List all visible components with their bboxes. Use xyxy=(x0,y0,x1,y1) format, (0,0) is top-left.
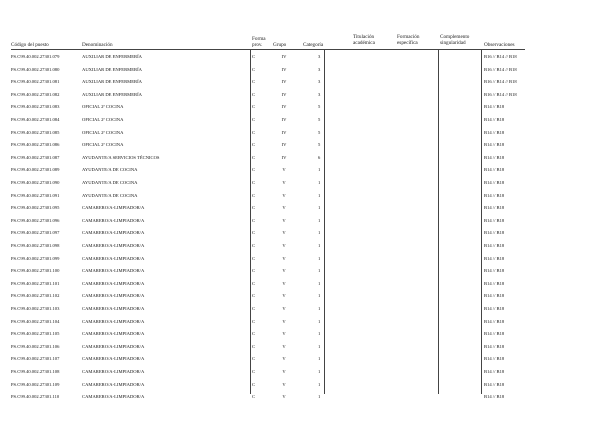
cell-grupo: V xyxy=(282,230,286,236)
header-categoria: Categoría xyxy=(303,42,324,48)
cell-codigo: PS.C99.40.002.27301.085 xyxy=(11,129,60,135)
cell-denominacion: CAMARERO/A-LIMPIADOR/A xyxy=(82,268,145,274)
cell-observaciones: B14 // B18 xyxy=(484,255,505,261)
header-formacion-line2: específica xyxy=(397,40,418,46)
cell-observaciones: B14 // B18 xyxy=(484,293,505,299)
cell-denominacion: CAMARERO/A-LIMPIADOR/A xyxy=(82,217,145,223)
cell-categoria: 5 xyxy=(318,104,321,110)
table-row xyxy=(0,139,615,152)
cell-forma: C xyxy=(252,91,256,97)
header-forma-line2: prov. xyxy=(252,42,263,48)
header-complemento-line1: Complemento xyxy=(440,34,470,40)
table-row xyxy=(0,366,615,379)
cell-codigo: PS.C99.40.002.27301.107 xyxy=(11,356,60,362)
cell-observaciones: B14 // B18 xyxy=(484,394,505,400)
cell-forma: C xyxy=(252,104,256,110)
cell-denominacion: CAMARERO/A-LIMPIADOR/A xyxy=(82,318,145,324)
cell-denominacion: CAMARERO/A-LIMPIADOR/A xyxy=(82,306,145,311)
cell-observaciones: B16 // B14 // B18 xyxy=(484,54,517,59)
cell-categoria: 1 xyxy=(318,205,321,211)
cell-categoria: 1 xyxy=(318,394,321,400)
cell-codigo: PS.C99.40.002.27301.089 xyxy=(11,167,60,173)
cell-grupo: IV xyxy=(281,66,287,72)
cell-categoria: 1 xyxy=(318,230,321,236)
cell-grupo: V xyxy=(282,180,286,185)
cell-codigo: PS.C99.40.002.27301.102 xyxy=(11,293,60,299)
cell-grupo: IV xyxy=(281,129,287,135)
cell-codigo: PS.C99.40.002.27301.105 xyxy=(11,331,60,337)
cell-denominacion: CAMARERO/A-LIMPIADOR/A xyxy=(82,343,145,349)
cell-codigo: PS.C99.40.002.27301.108 xyxy=(11,369,60,374)
cell-codigo: PS.C99.40.002.27301.104 xyxy=(11,318,60,324)
header-observaciones: Observaciones xyxy=(484,42,515,48)
cell-forma: C xyxy=(252,306,256,311)
cell-grupo: IV xyxy=(281,79,287,85)
cell-grupo: V xyxy=(282,318,286,324)
cell-forma: C xyxy=(252,217,256,223)
cell-codigo: PS.C99.40.002.27301.081 xyxy=(11,79,60,85)
cell-categoria: 3 xyxy=(318,91,321,97)
cell-denominacion: AYUDANTE/A DE COCINA xyxy=(82,192,138,198)
header-rule xyxy=(11,49,525,50)
cell-observaciones: B14 // B18 xyxy=(484,180,505,185)
cell-observaciones: B14 // B18 xyxy=(484,343,505,349)
cell-forma: C xyxy=(252,293,256,299)
table-row xyxy=(0,353,615,366)
cell-observaciones: B14 // B18 xyxy=(484,104,505,110)
cell-codigo: PS.C99.40.002.27301.087 xyxy=(11,154,60,160)
cell-denominacion: OFICIAL 2ª COCINA xyxy=(82,129,124,135)
cell-observaciones: B14 // B18 xyxy=(484,167,505,173)
cell-denominacion: AUXILIAR DE ENFERMERÍA xyxy=(82,54,142,59)
cell-grupo: V xyxy=(282,369,286,374)
cell-grupo: V xyxy=(282,192,286,198)
cell-denominacion: CAMARERO/A-LIMPIADOR/A xyxy=(82,255,145,261)
table-row xyxy=(0,341,615,354)
cell-denominacion: CAMARERO/A-LIMPIADOR/A xyxy=(82,293,145,299)
cell-forma: C xyxy=(252,230,256,236)
cell-forma: C xyxy=(252,154,256,160)
cell-grupo: V xyxy=(282,331,286,337)
cell-denominacion: OFICIAL 2ª COCINA xyxy=(82,117,124,122)
header-denominacion: Denominación xyxy=(82,42,113,48)
cell-grupo: IV xyxy=(281,54,287,59)
cell-codigo: PS.C99.40.002.27301.091 xyxy=(11,192,60,198)
cell-observaciones: B16 // B14 // B18 xyxy=(484,91,517,97)
cell-categoria: 1 xyxy=(318,243,321,248)
cell-observaciones: B14 // B18 xyxy=(484,129,505,135)
cell-grupo: IV xyxy=(281,117,287,122)
cell-codigo: PS.C99.40.002.27301.086 xyxy=(11,142,60,148)
cell-grupo: V xyxy=(282,268,286,274)
cell-forma: C xyxy=(252,369,256,374)
cell-denominacion: CAMARERO/A-LIMPIADOR/A xyxy=(82,369,145,374)
cell-denominacion: CAMARERO/A-LIMPIADOR/A xyxy=(82,381,145,387)
cell-observaciones: B14 // B18 xyxy=(484,306,505,311)
cell-codigo: PS.C99.40.002.27301.103 xyxy=(11,306,60,311)
cell-denominacion: AUXILIAR DE ENFERMERÍA xyxy=(82,79,142,85)
cell-denominacion: CAMARERO/A-LIMPIADOR/A xyxy=(82,205,145,211)
table-row xyxy=(0,215,615,228)
cell-categoria: 6 xyxy=(318,154,321,160)
header-complemento-line2: singularidad xyxy=(440,40,466,46)
cell-forma: C xyxy=(252,343,256,349)
cell-denominacion: CAMARERO/A-LIMPIADOR/A xyxy=(82,230,145,236)
cell-observaciones: B14 // B18 xyxy=(484,117,505,122)
table-row xyxy=(0,177,615,190)
cell-categoria: 1 xyxy=(318,268,321,274)
cell-forma: C xyxy=(252,167,256,173)
table-row xyxy=(0,265,615,278)
cell-grupo: V xyxy=(282,280,286,286)
cell-grupo: IV xyxy=(281,142,287,148)
cell-codigo: PS.C99.40.002.27301.110 xyxy=(11,394,60,400)
cell-denominacion: OFICIAL 2ª COCINA xyxy=(82,104,124,110)
cell-forma: C xyxy=(252,79,256,85)
cell-grupo: V xyxy=(282,293,286,299)
cell-observaciones: B14 // B18 xyxy=(484,230,505,236)
table-row xyxy=(0,202,615,215)
cell-codigo: PS.C99.40.002.27301.082 xyxy=(11,91,60,97)
cell-observaciones: B14 // B18 xyxy=(484,142,505,148)
table-row xyxy=(0,51,615,64)
cell-categoria: 1 xyxy=(318,192,321,198)
table-row xyxy=(0,227,615,240)
cell-observaciones: B14 // B18 xyxy=(484,154,505,160)
cell-observaciones: B14 // B18 xyxy=(484,356,505,362)
cell-categoria: 1 xyxy=(318,369,321,374)
table-row xyxy=(0,303,615,316)
table-row xyxy=(0,278,615,291)
cell-categoria: 3 xyxy=(318,66,321,72)
cell-forma: C xyxy=(252,381,256,387)
cell-grupo: V xyxy=(282,205,286,211)
cell-forma: C xyxy=(252,142,256,148)
table-row xyxy=(0,114,615,127)
cell-codigo: PS.C99.40.002.27301.100 xyxy=(11,268,60,274)
cell-codigo: PS.C99.40.002.27301.106 xyxy=(11,343,60,349)
table-row xyxy=(0,101,615,114)
cell-codigo: PS.C99.40.002.27301.090 xyxy=(11,180,60,185)
cell-forma: C xyxy=(252,192,256,198)
cell-categoria: 1 xyxy=(318,331,321,337)
cell-forma: C xyxy=(252,129,256,135)
header-forma-line1: Forma xyxy=(252,36,266,42)
table-row xyxy=(0,290,615,303)
cell-codigo: PS.C99.40.002.27301.080 xyxy=(11,66,60,72)
cell-grupo: V xyxy=(282,167,286,173)
cell-grupo: V xyxy=(282,343,286,349)
cell-observaciones: B14 // B18 xyxy=(484,268,505,274)
cell-forma: C xyxy=(252,331,256,337)
header-titulacion-line1: Titulación xyxy=(353,34,375,40)
cell-categoria: 3 xyxy=(318,79,321,85)
cell-codigo: PS.C99.40.002.27301.097 xyxy=(11,230,60,236)
cell-categoria: 1 xyxy=(318,318,321,324)
cell-forma: C xyxy=(252,205,256,211)
cell-denominacion: CAMARERO/A-LIMPIADOR/A xyxy=(82,356,145,362)
table-row xyxy=(0,64,615,77)
cell-forma: C xyxy=(252,280,256,286)
table-row xyxy=(0,328,615,341)
cell-denominacion: AYUDANTE/A SERVICIOS TÉCNICOS xyxy=(82,154,160,160)
table-row xyxy=(0,391,615,404)
cell-forma: C xyxy=(252,117,256,122)
cell-categoria: 1 xyxy=(318,280,321,286)
header-titulacion-line2: académica xyxy=(353,40,375,46)
table-row xyxy=(0,253,615,266)
cell-observaciones: B14 // B18 xyxy=(484,243,505,248)
cell-codigo: PS.C99.40.002.27301.079 xyxy=(11,54,60,59)
cell-grupo: V xyxy=(282,306,286,311)
table-row xyxy=(0,190,615,203)
cell-categoria: 3 xyxy=(318,54,321,59)
cell-codigo: PS.C99.40.002.27301.099 xyxy=(11,255,60,261)
cell-grupo: IV xyxy=(281,91,287,97)
cell-grupo: IV xyxy=(281,104,287,110)
cell-codigo: PS.C99.40.002.27301.098 xyxy=(11,243,60,248)
header-grupo: Grupo xyxy=(273,42,287,48)
cell-categoria: 1 xyxy=(318,180,321,185)
cell-observaciones: B14 // B18 xyxy=(484,331,505,337)
cell-categoria: 5 xyxy=(318,142,321,148)
table-row xyxy=(0,127,615,140)
cell-denominacion: AYUDANTE/A DE COCINA xyxy=(82,167,138,173)
cell-categoria: 1 xyxy=(318,343,321,349)
cell-categoria: 1 xyxy=(318,167,321,173)
cell-denominacion: AUXILIAR DE ENFERMERÍA xyxy=(82,66,142,72)
table-row xyxy=(0,240,615,253)
header-formacion-line1: Formación xyxy=(397,34,420,40)
cell-grupo: V xyxy=(282,394,286,400)
table-row xyxy=(0,76,615,89)
header-codigo: Código del puesto xyxy=(11,42,49,48)
table-row xyxy=(0,152,615,165)
cell-grupo: V xyxy=(282,356,286,362)
cell-observaciones: B14 // B18 xyxy=(484,369,505,374)
cell-categoria: 1 xyxy=(318,255,321,261)
cell-categoria: 1 xyxy=(318,217,321,223)
cell-categoria: 1 xyxy=(318,306,321,311)
cell-forma: C xyxy=(252,243,256,248)
cell-observaciones: B16 // B14 // B18 xyxy=(484,79,517,85)
cell-forma: C xyxy=(252,268,256,274)
cell-forma: C xyxy=(252,180,256,185)
cell-categoria: 5 xyxy=(318,129,321,135)
cell-forma: C xyxy=(252,394,256,400)
cell-denominacion: CAMARERO/A-LIMPIADOR/A xyxy=(82,243,145,248)
table-row xyxy=(0,316,615,329)
cell-forma: C xyxy=(252,66,256,72)
cell-denominacion: AYUDANTE/A DE COCINA xyxy=(82,180,138,185)
cell-denominacion: CAMARERO/A-LIMPIADOR/A xyxy=(82,394,145,400)
table-row xyxy=(0,379,615,392)
cell-codigo: PS.C99.40.002.27301.095 xyxy=(11,205,60,211)
cell-denominacion: OFICIAL 2ª COCINA xyxy=(82,142,124,148)
cell-denominacion: AUXILIAR DE ENFERMERÍA xyxy=(82,91,142,97)
cell-observaciones: B14 // B18 xyxy=(484,381,505,387)
cell-forma: C xyxy=(252,356,256,362)
cell-observaciones: B14 // B18 xyxy=(484,217,505,223)
cell-observaciones: B16 // B14 // B18 xyxy=(484,66,517,72)
cell-forma: C xyxy=(252,54,256,59)
cell-categoria: 1 xyxy=(318,356,321,362)
cell-codigo: PS.C99.40.002.27301.109 xyxy=(11,381,60,387)
cell-forma: C xyxy=(252,255,256,261)
cell-grupo: V xyxy=(282,255,286,261)
cell-categoria: 1 xyxy=(318,381,321,387)
cell-denominacion: CAMARERO/A-LIMPIADOR/A xyxy=(82,331,145,337)
cell-grupo: V xyxy=(282,243,286,248)
cell-forma: C xyxy=(252,318,256,324)
cell-denominacion: CAMARERO/A-LIMPIADOR/A xyxy=(82,280,145,286)
cell-observaciones: B14 // B18 xyxy=(484,205,505,211)
cell-observaciones: B14 // B18 xyxy=(484,280,505,286)
cell-observaciones: B14 // B18 xyxy=(484,318,505,324)
cell-grupo: V xyxy=(282,217,286,223)
cell-codigo: PS.C99.40.002.27301.084 xyxy=(11,117,60,122)
cell-observaciones: B14 // B18 xyxy=(484,192,505,198)
cell-categoria: 1 xyxy=(318,293,321,299)
table-row xyxy=(0,164,615,177)
cell-codigo: PS.C99.40.002.27301.101 xyxy=(11,280,60,286)
cell-grupo: V xyxy=(282,381,286,387)
cell-grupo: IV xyxy=(281,154,287,160)
cell-categoria: 5 xyxy=(318,117,321,122)
cell-codigo: PS.C99.40.002.27301.083 xyxy=(11,104,60,110)
table-row xyxy=(0,89,615,102)
cell-codigo: PS.C99.40.002.27301.096 xyxy=(11,217,60,223)
